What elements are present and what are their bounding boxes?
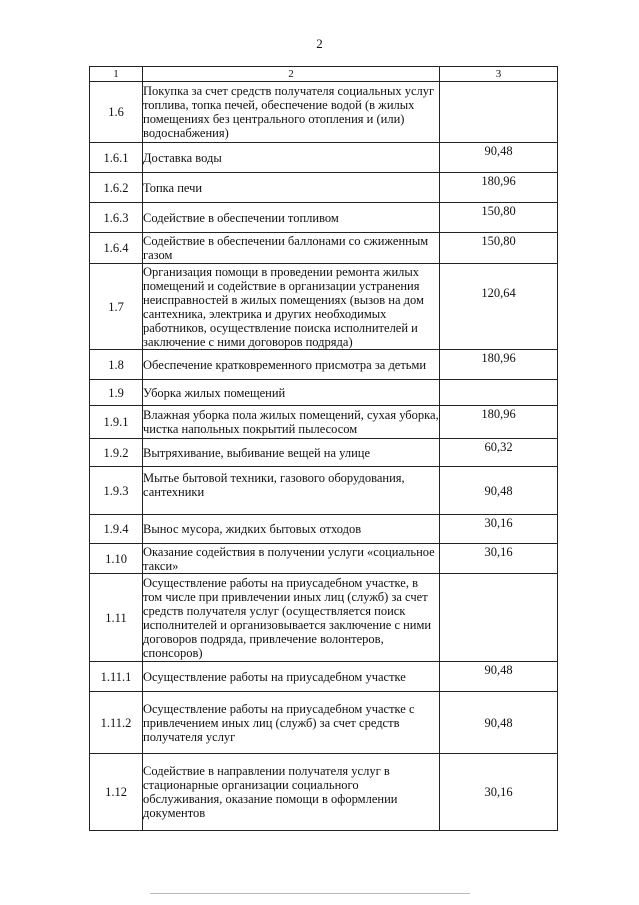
row-description: Организация помощи в проведении ремонта жилых помещений и содействие в организации устранения неисправностей в жилых помещениях (вызов на дом сантехника, электрика и других необходимых работников, осуществление поиска исполнителей и заключение с ними договоров подряда) [143,264,440,350]
table-row [90,233,558,264]
table-row [90,544,558,574]
row-description: Доставка воды [143,143,440,173]
row-price: 120,64 [440,264,558,350]
row-description: Мытье бытовой техники, газового оборудования, сантехники [143,467,440,515]
table-row [90,350,558,380]
row-number: 1.6.1 [90,143,143,173]
row-number: 1.6.2 [90,173,143,203]
column-header-service: 2 [143,67,440,82]
row-description: Осуществление работы на приусадебном участке, в том числе при привлечении иных лиц (служб) за счет средств получателя услуг (осуществляется поиск исполнителей и организовывается заключение с ними договоров подряда, привлечение волонтеров, спонсоров) [143,574,440,662]
table-row [90,380,558,406]
row-description: Содействие в обеспечении топливом [143,203,440,233]
row-number: 1.10 [90,544,143,574]
row-description: Обеспечение кратковременного присмотра за детьми [143,350,440,380]
table-row [90,574,558,662]
table-row [90,515,558,544]
row-number: 1.11.2 [90,692,143,754]
table-row [90,406,558,439]
row-number: 1.6.4 [90,233,143,264]
table-row [90,143,558,173]
table-row [90,692,558,754]
row-description: Уборка жилых помещений [143,380,440,406]
row-description: Содействие в направлении получателя услуг в стационарные организации социального обслуживания, оказание помощи в оформлении документов [143,754,440,831]
row-description: Содействие в обеспечении баллонами со сжиженным газом [143,233,440,264]
row-description: Влажная уборка пола жилых помещений, сухая уборка, чистка напольных покрытий пылесосом [143,406,440,439]
row-price: 150,80 [440,203,558,233]
row-price: 180,96 [440,173,558,203]
row-price: 60,32 [440,439,558,467]
row-price: 90,48 [440,143,558,173]
row-price: 90,48 [440,692,558,754]
row-description: Топка печи [143,173,440,203]
table-row [90,662,558,692]
scan-edge-line [150,893,470,894]
table-row [90,754,558,831]
page-number: 2 [316,36,323,51]
row-description: Осуществление работы на приусадебном участке с привлечением иных лиц (служб) за счет средств получателя услуг [143,692,440,754]
table-row [90,264,558,350]
table-row [90,173,558,203]
table-row [90,467,558,515]
row-description: Вытряхивание, выбивание вещей на улице [143,439,440,467]
row-price [440,380,558,406]
row-number: 1.9 [90,380,143,406]
row-description: Покупка за счет средств получателя социальных услуг топлива, топка печей, обеспечение водой (в жилых помещениях без центрального отопления и (или) водоснабжения) [143,82,440,143]
row-price [440,574,558,662]
row-price: 30,16 [440,515,558,544]
row-number: 1.6 [90,82,143,143]
services-table [89,66,558,831]
row-number: 1.9.2 [90,439,143,467]
row-number: 1.11 [90,574,143,662]
table-row [90,203,558,233]
row-number: 1.7 [90,264,143,350]
row-number: 1.9.4 [90,515,143,544]
row-price: 180,96 [440,350,558,380]
row-price: 30,16 [440,754,558,831]
row-price: 180,96 [440,406,558,439]
row-price: 30,16 [440,544,558,574]
table-row [90,82,558,143]
row-number: 1.8 [90,350,143,380]
column-header-number: 1 [90,67,143,82]
row-description: Вынос мусора, жидких бытовых отходов [143,515,440,544]
row-number: 1.9.3 [90,467,143,515]
row-number: 1.11.1 [90,662,143,692]
row-price: 90,48 [440,467,558,515]
row-description: Осуществление работы на приусадебном участке [143,662,440,692]
row-price: 90,48 [440,662,558,692]
row-price [440,82,558,143]
row-number: 1.12 [90,754,143,831]
column-header-price: 3 [440,67,558,82]
row-number: 1.6.3 [90,203,143,233]
table-row [90,439,558,467]
table-header-row [90,67,558,82]
row-description: Оказание содействия в получении услуги «социальное такси» [143,544,440,574]
row-price: 150,80 [440,233,558,264]
row-number: 1.9.1 [90,406,143,439]
